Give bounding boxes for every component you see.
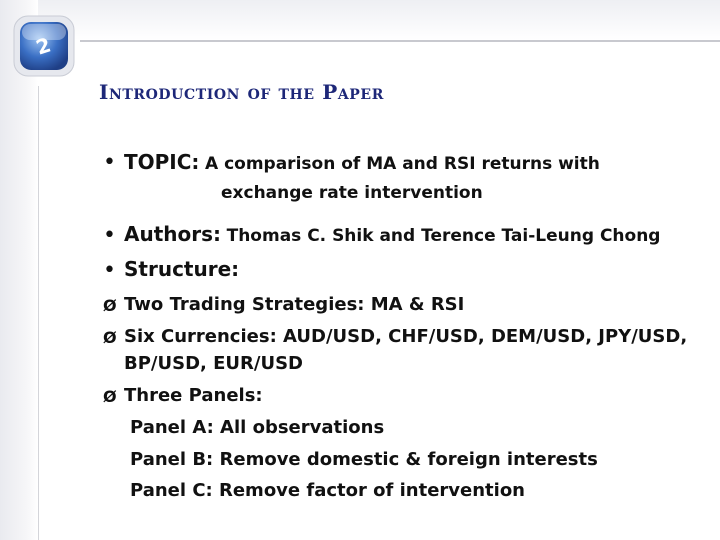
authors-text: Thomas C. Shik and Terence Tai-Leung Chong — [226, 226, 661, 246]
left-rule — [38, 86, 39, 540]
authors-label: Authors: — [124, 222, 222, 246]
panel-a-item: Panel A: All observations — [130, 417, 385, 438]
top-background-band — [0, 0, 720, 40]
page-title: Introduction of the Paper — [99, 80, 384, 104]
svg-text:2: 2 — [33, 32, 54, 60]
arrow-bullet-icon: Ø — [103, 296, 117, 315]
bullet-icon: • — [103, 150, 116, 175]
bullet-icon: • — [103, 258, 116, 283]
calculator-logo-icon — [8, 10, 80, 82]
structure-label: Structure: — [124, 257, 240, 281]
strategies-item: Two Trading Strategies: MA & RSI — [124, 294, 465, 315]
arrow-bullet-icon: Ø — [103, 387, 117, 406]
panel-c-item: Panel C: Remove factor of intervention — [130, 480, 525, 501]
arrow-bullet-icon: Ø — [103, 328, 117, 347]
header-rule — [80, 40, 720, 42]
currencies-item: Six Currencies: AUD/USD, CHF/USD, DEM/USD, JPY/USD, — [124, 326, 688, 347]
panel-b-item: Panel B: Remove domestic & foreign interests — [130, 449, 598, 470]
topic-text: A comparison of MA and RSI returns with — [205, 154, 600, 174]
topic-row — [124, 150, 600, 174]
topic-label: TOPIC: — [124, 150, 200, 174]
authors-row — [124, 222, 660, 246]
topic-text-continued: exchange rate intervention — [221, 183, 483, 203]
currencies-item-continued: BP/USD, EUR/USD — [124, 353, 303, 374]
panels-item: Three Panels: — [124, 385, 263, 406]
bullet-icon: • — [103, 223, 116, 248]
